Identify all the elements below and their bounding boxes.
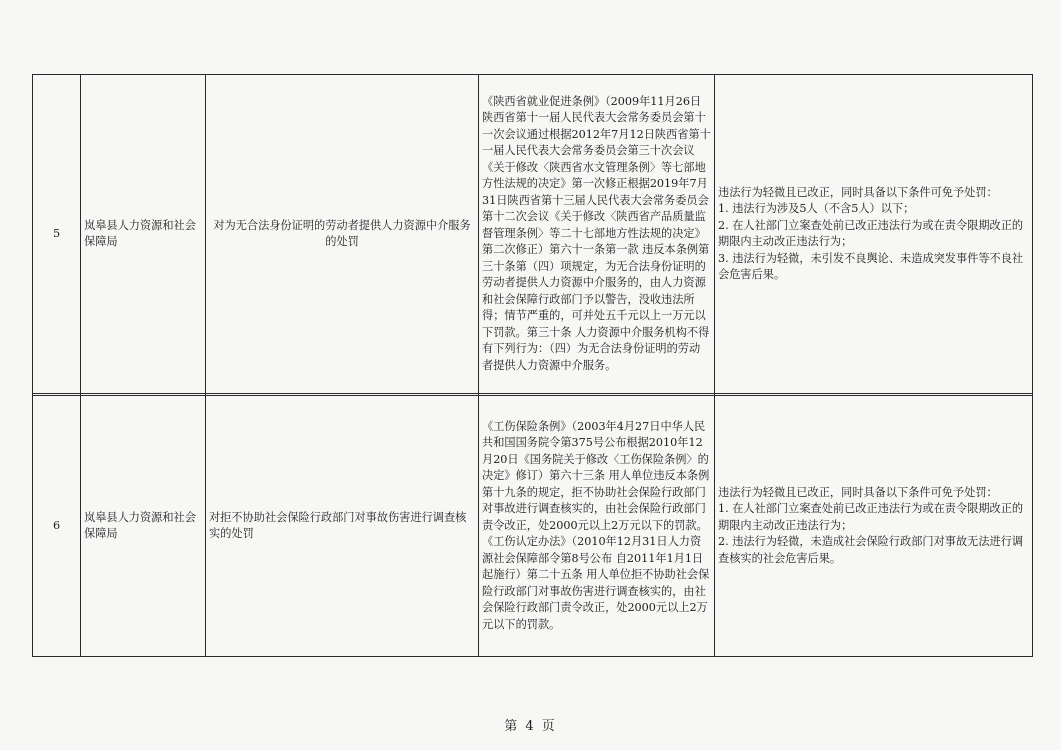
table-row [33, 75, 1033, 394]
condition-line: 1. 在人社部门立案查处前已改正违法行为或在责令限期改正的期限内主动改正违法行为； [718, 502, 1024, 532]
condition-line: 违法行为轻微且已改正，同时具备以下条件可免予处罚： [718, 185, 998, 199]
legal-basis [479, 396, 715, 657]
row-number: 5 [33, 75, 81, 394]
condition-line: 违法行为轻微且已改正，同时具备以下条件可免予处罚： [718, 485, 998, 499]
row-number: 6 [33, 396, 81, 657]
exemption-conditions [715, 75, 1033, 394]
condition-line: 1. 违法行为涉及5人（不含5人）以下； [718, 202, 915, 215]
page-number: 第 4 页 [504, 719, 557, 734]
condition-line: 2. 在人社部门立案查处前已改正违法行为或在责令限期改正的期限内主动改正违法行为； [718, 218, 1024, 248]
violation-matter: 对为无合法身份证明的劳动者提供人力资源中介服务的处罚 [206, 75, 479, 394]
exemption-conditions [715, 396, 1033, 657]
table-row [33, 396, 1033, 657]
condition-line: 3. 违法行为轻微，未引发不良舆论、未造成突发事件等不良社会危害后果。 [718, 251, 1024, 281]
condition-line: 2. 违法行为轻微，未造成社会保险行政部门对事故无法进行调查核实的社会危害后果。 [718, 535, 1024, 565]
violation-matter: 对拒不协助社会保险行政部门对事故伤害进行调查核实的处罚 [206, 396, 479, 657]
legal-basis: 《陕西省就业促进条例》（2009年11月26日陕西省第十一届人民代表大会常务委员会第十一次会议通过根据2012年7月12日陕西省第十一届人民代表大会常务委员会第三十次会议《关于修改〈陕西省水文管理条例〉等七部地方性法规的决定》第一次修正根据2019年7月31日陕西省第十三届人民代表大会常务委员会第十二次会议《关于修改〈陕西省产品质量监督管理条例〉等二十七部地方性法规的决定》第二次修正）第六十一条第一款 违反本条例第三十条第（四）项规定，为无合法身份证明的劳动者提供人力资源中介服务的，由人力资源和社会保障行政部门予以警告，没收违法所得；情节严重的，可并处五千元以上一万元以下罚款。第三十条 人力资源中介服务机构不得有下列行为：（四）为无合法身份证明的劳动者提供人力资源中介服务。 [479, 75, 715, 394]
enforcement-agency: 岚皋县人力资源和社会保障局 [81, 75, 206, 394]
penalty-exemption-table [32, 74, 1033, 657]
enforcement-agency: 岚皋县人力资源和社会保障局 [81, 396, 206, 657]
legal-basis-paragraph: 《工伤认定办法》（2010年12月31日人力资源社会保障部令第8号公布 自2011年1月1日起施行）第二十五条 用人单位拒不协助社会保险行政部门对事故伤害进行调查核实的，由社会保险行政部门责令改正，处2000元以上2万元以下的罚款。 [482, 535, 710, 631]
legal-basis-paragraph: 《工伤保险条例》（2003年4月27日中华人民共和国国务院令第375号公布根据2010年12月20日《国务院关于修改〈工伤保险条例〉的决定》修订）第六十三条 用人单位违反本条例第十九条的规定，拒不协助社会保险行政部门对事故进行调查核实的，由社会保险行政部门责令改正，处2000元以上2万元以下的罚款。 [482, 419, 710, 532]
